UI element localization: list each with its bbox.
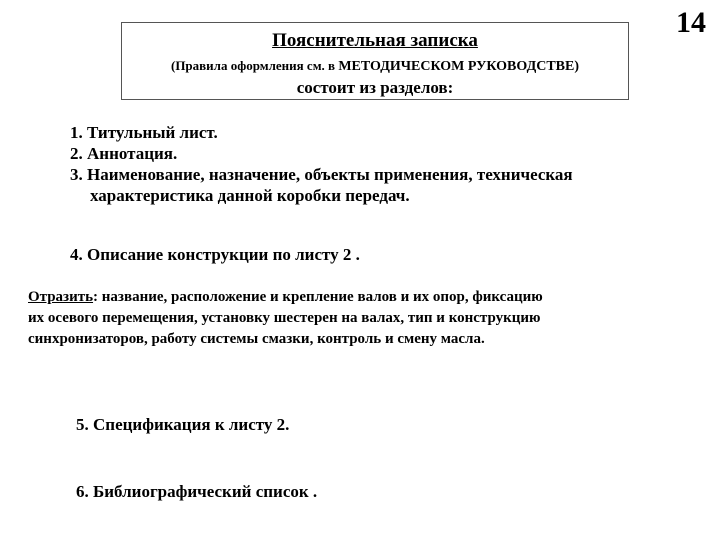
sections-list xyxy=(70,122,573,206)
section-item-3-line-1: 3. Наименование, назначение, объекты применения, техническая xyxy=(70,165,573,184)
reflect-line-1-rest: : название, расположение и крепление валов и их опор, фиксацию xyxy=(93,289,543,305)
page-number: 14 xyxy=(676,6,706,39)
section-item-5: 5. Спецификация к листу 2. xyxy=(76,415,290,434)
section-item-3-line-2: характеристика данной коробки передач. xyxy=(90,186,410,205)
header-subtitle-emph: МЕТОДИЧЕСКОМ РУКОВОДСТВЕ) xyxy=(338,59,579,74)
reflect-paragraph xyxy=(28,287,543,350)
section-item-1: 1. Титульный лист. xyxy=(70,123,218,142)
reflect-line-1 xyxy=(28,287,543,308)
header-caption: состоит из разделов: xyxy=(296,78,454,97)
header-box xyxy=(121,22,629,100)
header-title: Пояснительная записка xyxy=(272,30,478,51)
section-item-2: 2. Аннотация. xyxy=(70,144,178,163)
section-item-4: 4. Описание конструкции по листу 2 . xyxy=(70,245,360,264)
reflect-line-2: их осевого перемещения, установку шестерен на валах, тип и конструкцию xyxy=(28,310,541,326)
section-item-6: 6. Библиографический список . xyxy=(76,482,318,501)
header-subtitle-open: (Правила оформления см. в xyxy=(170,58,339,73)
reflect-line-3: синхронизаторов, работу системы смазки, контроль и смену масла. xyxy=(28,331,485,347)
reflect-lead: Отразить xyxy=(28,289,94,305)
header-subtitle xyxy=(122,58,628,75)
